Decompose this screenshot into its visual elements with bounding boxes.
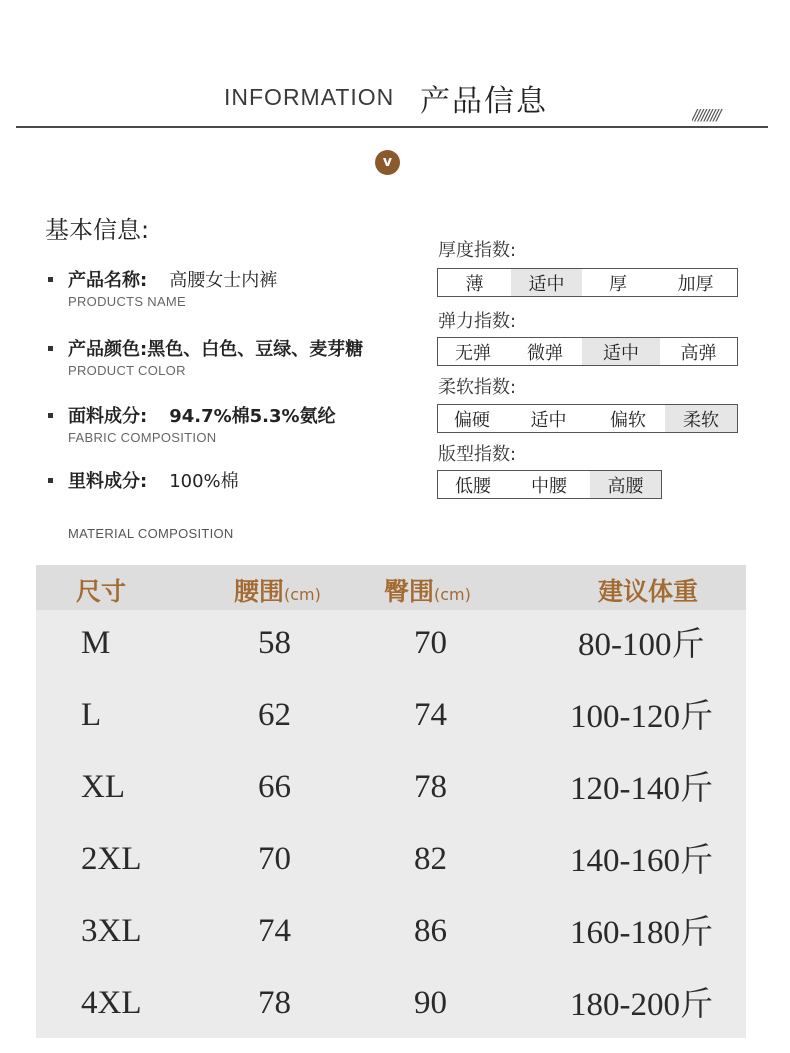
header-hip-label: 臀围 bbox=[384, 577, 435, 606]
table-row bbox=[36, 826, 746, 898]
table-row bbox=[36, 610, 746, 682]
info-sub-label-material: MATERIAL COMPOSITION bbox=[68, 526, 234, 541]
thickness-option: 薄 bbox=[465, 273, 484, 295]
info-sub-label: FABRIC COMPOSITION bbox=[68, 430, 217, 445]
header-divider bbox=[16, 126, 768, 128]
info-item-product-color bbox=[48, 335, 428, 378]
info-label: 产品名称: bbox=[68, 270, 148, 291]
header-hip bbox=[384, 572, 471, 608]
info-value: 94.7%棉5.3%氨纶 bbox=[169, 406, 336, 427]
cell-hip: 78 bbox=[414, 769, 447, 805]
header-hatch-decoration: ///////// bbox=[692, 106, 720, 124]
cell-weight: 160-180斤 bbox=[570, 915, 713, 951]
elasticity-option: 无弹 bbox=[455, 342, 491, 364]
header-waist-unit: (cm) bbox=[284, 585, 321, 604]
cell-size: L bbox=[81, 697, 102, 733]
cell-size: 2XL bbox=[81, 841, 142, 877]
cell-waist: 66 bbox=[258, 769, 291, 805]
softness-option: 偏软 bbox=[610, 409, 646, 431]
info-label: 面料成分: bbox=[68, 406, 148, 427]
header-weight: 建议体重 bbox=[598, 577, 699, 606]
thickness-index-scale bbox=[437, 268, 738, 297]
header-title-cn: 产品信息 bbox=[420, 84, 548, 119]
thickness-index-title: 厚度指数: bbox=[438, 240, 517, 261]
header-waist-label: 腰围 bbox=[234, 577, 285, 606]
table-row bbox=[36, 970, 746, 1042]
thickness-option: 加厚 bbox=[677, 273, 714, 295]
cell-waist: 78 bbox=[258, 985, 291, 1021]
size-table bbox=[36, 565, 746, 1038]
info-item-lining bbox=[48, 467, 428, 493]
fit-option-selected: 高腰 bbox=[590, 471, 661, 498]
fit-option: 中腰 bbox=[531, 475, 567, 497]
cell-size: M bbox=[81, 625, 111, 661]
size-table-header bbox=[36, 565, 746, 610]
bullet bbox=[48, 413, 53, 418]
info-label: 产品颜色: bbox=[68, 339, 148, 360]
header-waist bbox=[234, 572, 321, 608]
cell-size: XL bbox=[81, 769, 125, 805]
thickness-option-selected: 适中 bbox=[511, 269, 582, 296]
table-row bbox=[36, 682, 746, 754]
bullet bbox=[48, 346, 53, 351]
cell-hip: 70 bbox=[414, 625, 447, 661]
cell-weight: 100-120斤 bbox=[570, 699, 713, 735]
cell-waist: 74 bbox=[258, 913, 291, 949]
cell-size: 3XL bbox=[81, 913, 142, 949]
chevron-down-icon: v bbox=[375, 150, 400, 175]
softness-option-selected: 柔软 bbox=[665, 405, 737, 432]
elasticity-index-title: 弹力指数: bbox=[438, 311, 517, 332]
info-sub-label: PRODUCT COLOR bbox=[68, 363, 186, 378]
fit-index-title: 版型指数: bbox=[438, 444, 517, 465]
info-item-fabric bbox=[48, 402, 428, 445]
basic-info-title: 基本信息: bbox=[45, 216, 150, 244]
cell-size: 4XL bbox=[81, 985, 142, 1021]
elasticity-index-scale bbox=[437, 337, 738, 366]
header-title-en: INFORMATION bbox=[224, 84, 395, 110]
header-hip-unit: (cm) bbox=[434, 585, 471, 604]
cell-weight: 140-160斤 bbox=[570, 843, 713, 879]
softness-index-title: 柔软指数: bbox=[438, 377, 517, 398]
softness-option: 偏硬 bbox=[454, 409, 490, 431]
table-row bbox=[36, 898, 746, 970]
cell-weight: 120-140斤 bbox=[570, 771, 713, 807]
info-item-product-name bbox=[48, 266, 428, 309]
info-value: 100%棉 bbox=[169, 471, 239, 492]
elasticity-option: 高弹 bbox=[680, 342, 717, 364]
fit-index-scale bbox=[437, 470, 662, 499]
elasticity-option-selected: 适中 bbox=[582, 338, 660, 365]
cell-hip: 74 bbox=[414, 697, 447, 733]
cell-hip: 86 bbox=[414, 913, 447, 949]
header-size: 尺寸 bbox=[76, 577, 127, 606]
cell-weight: 180-200斤 bbox=[570, 987, 713, 1023]
cell-hip: 90 bbox=[414, 985, 447, 1021]
cell-waist: 62 bbox=[258, 697, 291, 733]
info-value: 黑色、白色、豆绿、麦芽糖 bbox=[147, 339, 364, 360]
fit-option: 低腰 bbox=[455, 475, 491, 497]
thickness-option: 厚 bbox=[609, 273, 627, 295]
elasticity-option: 微弹 bbox=[527, 342, 563, 364]
table-row bbox=[36, 754, 746, 826]
cell-hip: 82 bbox=[414, 841, 447, 877]
softness-option: 适中 bbox=[530, 409, 567, 431]
cell-weight: 80-100斤 bbox=[578, 627, 705, 663]
info-sub-label: PRODUCTS NAME bbox=[68, 294, 187, 309]
info-value: 高腰女士内裤 bbox=[169, 270, 278, 291]
bullet bbox=[48, 478, 53, 483]
bullet bbox=[48, 277, 53, 282]
softness-index-scale bbox=[437, 404, 738, 433]
info-label: 里料成分: bbox=[68, 471, 148, 492]
cell-waist: 70 bbox=[258, 841, 291, 877]
cell-waist: 58 bbox=[258, 625, 291, 661]
